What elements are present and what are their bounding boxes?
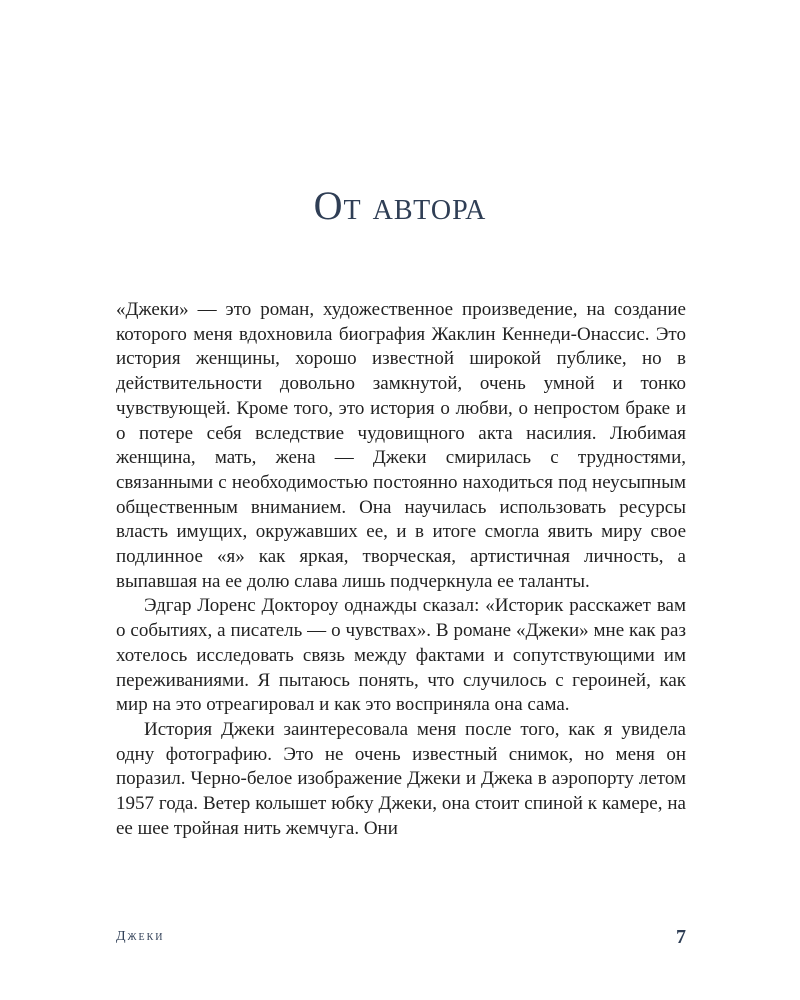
chapter-body <box>116 298 686 841</box>
paragraph: Эдгар Лоренс Доктороу однажды сказал: «Историк расскажет вам о событиях, а писатель — о чувствах». В романе «Джеки» мне как раз хотелось исследовать связь между фактами и сопутствующими им переживаниями. Я пытаюсь понять, что случилось с героиней, как мир на это отреагировал и как это восприняла она сама. <box>116 595 686 716</box>
paragraph: «Джеки» — это роман, художественное произведение, на создание которого меня вдохновила биография Жаклин Кеннеди-Онассис. Это история женщины, хорошо известной широкой публике, но в действительности довольно замкнутой, очень умной и тонко чувствующей. Кроме того, это история о любви, о непростом браке и о потере себя вследствие чудовищного акта насилия. Любимая женщина, мать, жена — Джеки смирилась с трудностями, связанными с необходимостью постоянно находиться под неусыпным общественным вниманием. Она научилась использовать ресурсы власть имущих, окружавших ее, и в итоге смогла явить миру свое подлинное «я» как яркая, творческая, артистичная личность, а выпавшая на ее долю слава лишь подчеркнула ее таланты. <box>116 299 686 592</box>
chapter-title: От автора <box>313 183 487 228</box>
running-title: Джеки <box>116 929 165 944</box>
paragraph: История Джеки заинтересовала меня после того, как я увидела одну фотографию. Это не очень известный снимок, но меня он поразил. Черно-белое изображение Джеки и Джека в аэропорту летом 1957 года. Ветер колышет юбку Джеки, она стоит спиной к камере, на ее шее тройная нить жемчуга. Они <box>116 718 686 839</box>
page-number: 7 <box>676 926 686 948</box>
